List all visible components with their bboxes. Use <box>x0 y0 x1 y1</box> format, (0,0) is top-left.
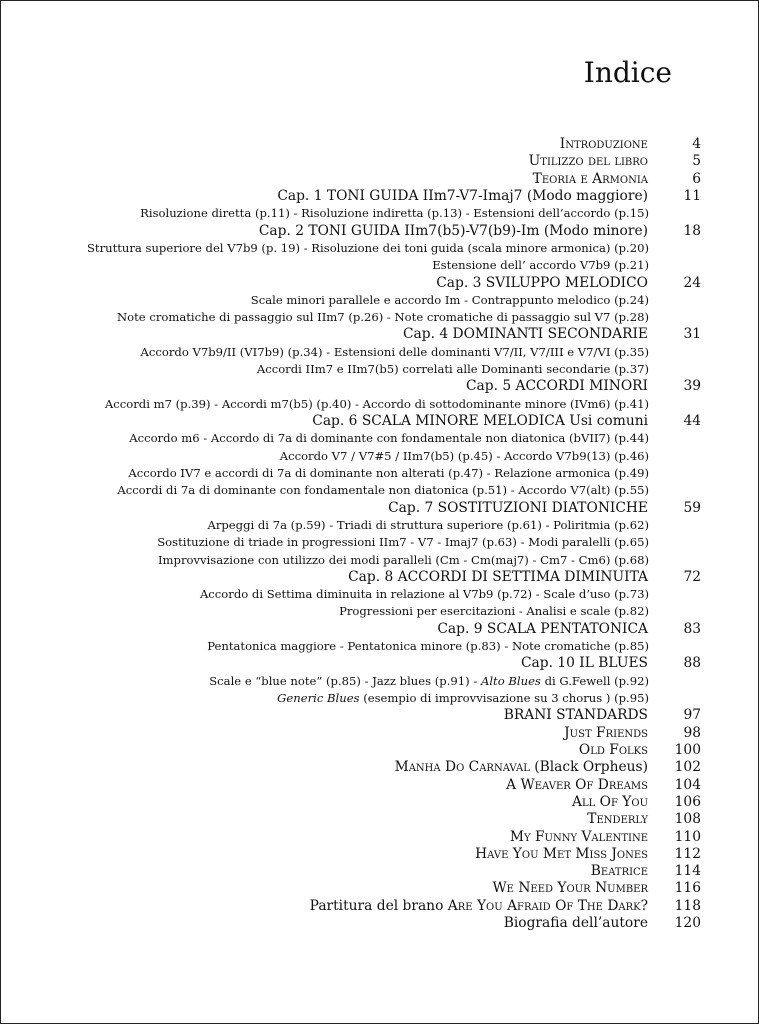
toc-page-number: 11 <box>683 187 701 204</box>
toc-subentry <box>0 517 759 534</box>
italic-title: Alto Blues <box>480 673 541 688</box>
toc-subentry <box>0 552 759 569</box>
toc-entry <box>0 655 759 672</box>
toc-entry-text <box>560 136 671 153</box>
toc-entry-text <box>432 257 671 274</box>
entry-text-part: Cap. 4 DOMINANTI SECONDARIE <box>402 326 648 343</box>
toc-entry-text <box>348 569 671 586</box>
toc-entry-text <box>510 829 671 846</box>
toc-entry-text <box>521 655 671 672</box>
toc-subentry <box>0 534 759 551</box>
toc-entry <box>0 777 759 794</box>
smallcaps-title: Just Friends <box>564 724 648 741</box>
toc-entry-text <box>504 707 671 724</box>
toc-entry-text <box>475 846 671 863</box>
toc-page-number: 4 <box>692 136 701 152</box>
toc-page-number: 112 <box>674 845 701 862</box>
entry-text-part: Accordo di Settima diminuita in relazione al V7b9 (p.72) - Scale d’uso (p.73) <box>199 587 649 602</box>
toc-entry <box>0 829 759 846</box>
entry-text-part: Progressioni per esercitazioni - Analisi e scale (p.82) <box>339 604 649 619</box>
toc-entry <box>0 759 759 776</box>
toc-page-number: 104 <box>674 776 701 793</box>
toc-page-number: 97 <box>683 707 701 724</box>
entry-text-part: Improvvisazione con utilizzo dei modi paralleli (Cm - Cm(maj7) - Cm7 - Cm6) (p.68) <box>157 552 649 567</box>
entry-text-part: Scale minori parallele e accordo Im - Contrappunto melodico (p.24) <box>250 292 649 307</box>
smallcaps-title: Manha Do Carnaval <box>394 759 530 776</box>
toc-subentry <box>0 361 759 378</box>
entry-text-part: (Black Orpheus) <box>529 759 648 776</box>
entry-text-part: Accordi di 7a di dominante con fondamentale non diatonica (p.51) - Accordo V7(alt) (p.55) <box>117 483 649 498</box>
toc-entry <box>0 153 759 170</box>
toc-entry <box>0 621 759 638</box>
toc-entry <box>0 413 759 430</box>
toc-entry-text <box>209 673 671 690</box>
toc-subentry <box>0 690 759 707</box>
entry-text-part: Partitura del brano <box>309 897 448 914</box>
toc-entry-text <box>587 811 671 828</box>
toc-subentry <box>0 448 759 465</box>
entry-text-part: Note cromatiche di passaggio sul IIm7 (p.26) - Note cromatiche di passaggio sul V7 (p.28) <box>117 310 649 325</box>
toc-page-number: 108 <box>674 811 701 828</box>
toc-page-number: 44 <box>683 413 701 429</box>
toc-subentry <box>0 603 759 620</box>
toc-entry-text <box>87 240 671 257</box>
smallcaps-title: Beatrice <box>590 863 648 880</box>
toc-page-number: 18 <box>683 222 701 239</box>
smallcaps-title: Utilizzo del libro <box>528 153 648 170</box>
toc-page-number: 72 <box>683 568 701 585</box>
toc-page-number: 83 <box>683 620 701 637</box>
toc-entry <box>0 811 759 828</box>
toc-page-number: 31 <box>683 326 701 343</box>
toc-entry-text <box>312 413 671 430</box>
toc-entry-text <box>157 534 671 551</box>
toc-entry <box>0 569 759 586</box>
toc-subentry <box>0 309 759 326</box>
toc-entry-text <box>207 638 671 655</box>
toc-entry <box>0 378 759 395</box>
smallcaps-title: A Weaver Of Dreams <box>506 776 648 793</box>
toc-subentry <box>0 430 759 447</box>
entry-text-part: Pentatonica maggiore - Pentatonica minore (p.83) - Note cromatiche (p.85) <box>207 639 649 654</box>
smallcaps-title: Have You Met Miss Jones <box>475 845 648 862</box>
entry-text-part: Accordo IV7 e accordi di 7a di dominante non alterati (p.47) - Relazione armonica (p.49) <box>128 465 649 480</box>
toc-entry <box>0 188 759 205</box>
toc-entry-text <box>506 777 671 794</box>
entry-text-part: Accordo m6 - Accordo di 7a di dominante con fondamentale non diatonica (bVII7) (p.44) <box>129 431 649 446</box>
entry-text-part: di G.Fewell (p.92) <box>540 673 649 688</box>
toc-entry-text <box>533 171 671 188</box>
toc-entry-text <box>117 309 671 326</box>
toc-entry-text <box>579 742 671 759</box>
toc-subentry <box>0 482 759 499</box>
toc-entry-text <box>141 344 671 361</box>
toc-entry-text <box>257 361 671 378</box>
toc-subentry <box>0 205 759 222</box>
toc-page-number: 98 <box>683 724 701 741</box>
toc-entry-text <box>277 690 671 707</box>
toc-entry <box>0 846 759 863</box>
entry-text-part: Cap. 2 TONI GUIDA IIm7(b5)-V7(b9)-Im (Modo minore) <box>258 222 648 239</box>
smallcaps-title: All Of You <box>572 793 648 810</box>
toc-entry <box>0 275 759 292</box>
entry-text-part: Cap. 5 ACCORDI MINORI <box>465 378 648 395</box>
entry-text-part: Cap. 10 IL BLUES <box>520 655 648 672</box>
smallcaps-title: Tenderly <box>587 811 648 828</box>
toc-subentry <box>0 396 759 413</box>
toc-entry-text <box>251 292 671 309</box>
toc-subentry <box>0 673 759 690</box>
entry-text-part: Accordo V7b9/II (VI7b9) (p.34) - Estensioni delle dominanti V7/II, V7/III e V7/VI (p.35) <box>140 344 649 359</box>
toc-page-number: 6 <box>692 170 701 187</box>
entry-text-part: Accordo V7 / V7#5 / IIm7(b5) (p.45) - Accordo V7b9(13) (p.46) <box>279 448 649 463</box>
smallcaps-title: Old Folks <box>578 741 648 758</box>
entry-text-part: Arpeggi di 7a (p.59) - Triadi di struttura superiore (p.61) - Poliritmia (p.62) <box>207 517 649 532</box>
toc-entry-text <box>277 188 671 205</box>
entry-text-part: Accordi m7 (p.39) - Accordi m7(b5) (p.40) - Accordo di sottodominante minore (IVm6) (p.41) <box>104 396 649 411</box>
toc-entry-text <box>403 326 671 343</box>
toc-page-number: 24 <box>683 274 701 291</box>
toc-entry-text <box>564 725 671 742</box>
table-of-contents <box>0 136 759 932</box>
toc-subentry <box>0 586 759 603</box>
toc-entry-text <box>339 603 671 620</box>
toc-subentry <box>0 638 759 655</box>
toc-entry <box>0 725 759 742</box>
toc-page-number: 102 <box>674 759 701 776</box>
entry-text-part: Cap. 6 SCALA MINORE MELODICA Usi comuni <box>312 413 648 429</box>
toc-page-number: 118 <box>674 897 701 914</box>
entry-text-part: Cap. 8 ACCORDI DI SETTIMA DIMINUITA <box>348 568 648 585</box>
toc-page-number: 39 <box>683 378 701 395</box>
toc-subentry <box>0 257 759 274</box>
entry-text-part: Scale e “blue note” (p.85) - Jazz blues (p.91) - <box>209 673 481 688</box>
toc-page-number: 114 <box>674 863 701 880</box>
entry-text-part: Sostituzione di triade in progressioni IIm7 - V7 - Imaj7 (p.63) - Modi paralelli (p.65) <box>157 535 649 550</box>
toc-entry-text <box>466 378 671 395</box>
toc-entry <box>0 742 759 759</box>
smallcaps-title: My Funny Valentine <box>509 828 648 845</box>
entry-text-part: Cap. 3 SVILUPPO MELODICO <box>436 274 648 291</box>
toc-entry-text <box>492 880 671 897</box>
toc-page-number: 120 <box>674 915 701 932</box>
entry-text-part: Cap. 9 SCALA PENTATONICA <box>437 620 648 637</box>
toc-entry-text <box>591 863 671 880</box>
toc-entry-text <box>388 500 671 517</box>
entry-text-part: Accordi IIm7 e IIm7(b5) correlati alle Dominanti secondarie (p.37) <box>256 362 649 377</box>
entry-text-part: Biografia dell’autore <box>503 915 648 932</box>
toc-page-number: 59 <box>683 499 701 516</box>
toc-page-number: 116 <box>674 880 701 897</box>
toc-entry-text <box>395 759 671 776</box>
toc-entry-text <box>572 794 671 811</box>
toc-entry <box>0 326 759 343</box>
entry-text-part: Cap. 7 SOSTITUZIONI DIATONICHE <box>388 499 648 516</box>
toc-entry <box>0 794 759 811</box>
toc-entry <box>0 223 759 240</box>
toc-page-number: 5 <box>692 153 701 170</box>
toc-entry-text <box>207 517 671 534</box>
toc-entry <box>0 136 759 153</box>
smallcaps-title: Introduzione <box>559 136 648 152</box>
toc-page-number: 106 <box>674 793 701 810</box>
entry-text-part: BRANI STANDARDS <box>503 707 648 724</box>
toc-entry-text <box>310 898 671 915</box>
toc-entry <box>0 863 759 880</box>
toc-entry <box>0 500 759 517</box>
toc-entry <box>0 171 759 188</box>
toc-entry-text <box>129 430 671 447</box>
toc-subentry <box>0 240 759 257</box>
toc-entry-text <box>128 465 671 482</box>
toc-entry <box>0 880 759 897</box>
toc-entry-text <box>436 275 671 292</box>
toc-entry-text <box>529 153 671 170</box>
toc-entry-text <box>504 915 671 932</box>
toc-subentry <box>0 465 759 482</box>
entry-text-part: Struttura superiore del V7b9 (p. 19) - Risoluzione dei toni guida (scala minore armonica) (p.20) <box>86 240 649 255</box>
entry-text-part: (esempio di improvvisazione su 3 chorus ) (p.95) <box>359 691 649 705</box>
toc-entry-text <box>158 552 671 569</box>
italic-title: Generic Blues <box>277 691 360 705</box>
toc-entry-text <box>117 482 671 499</box>
toc-entry <box>0 898 759 915</box>
entry-text-part: Cap. 1 TONI GUIDA IIm7-V7-Imaj7 (Modo maggiore) <box>277 187 648 204</box>
entry-text-part: Estensione dell’ accordo V7b9 (p.21) <box>432 258 649 273</box>
toc-entry <box>0 915 759 932</box>
toc-entry-text <box>259 223 671 240</box>
smallcaps-title: Teoria e Armonia <box>532 170 648 187</box>
toc-entry-text <box>140 205 671 222</box>
toc-page-number: 100 <box>674 741 701 758</box>
toc-page-number: 88 <box>683 655 701 672</box>
page-title: Indice <box>583 56 672 89</box>
toc-entry-text <box>280 448 671 465</box>
smallcaps-title: We Need Your Number <box>492 880 648 897</box>
toc-subentry <box>0 344 759 361</box>
toc-page-number: 110 <box>674 828 701 845</box>
toc-entry-text <box>105 396 671 413</box>
smallcaps-title: Are You Afraid Of The Dark? <box>447 897 648 914</box>
toc-entry-text <box>437 621 671 638</box>
toc-entry <box>0 707 759 724</box>
toc-subentry <box>0 292 759 309</box>
toc-entry-text <box>200 586 671 603</box>
entry-text-part: Risoluzione diretta (p.11) - Risoluzione indiretta (p.13) - Estensioni dell’accordo (p.15) <box>140 206 649 221</box>
